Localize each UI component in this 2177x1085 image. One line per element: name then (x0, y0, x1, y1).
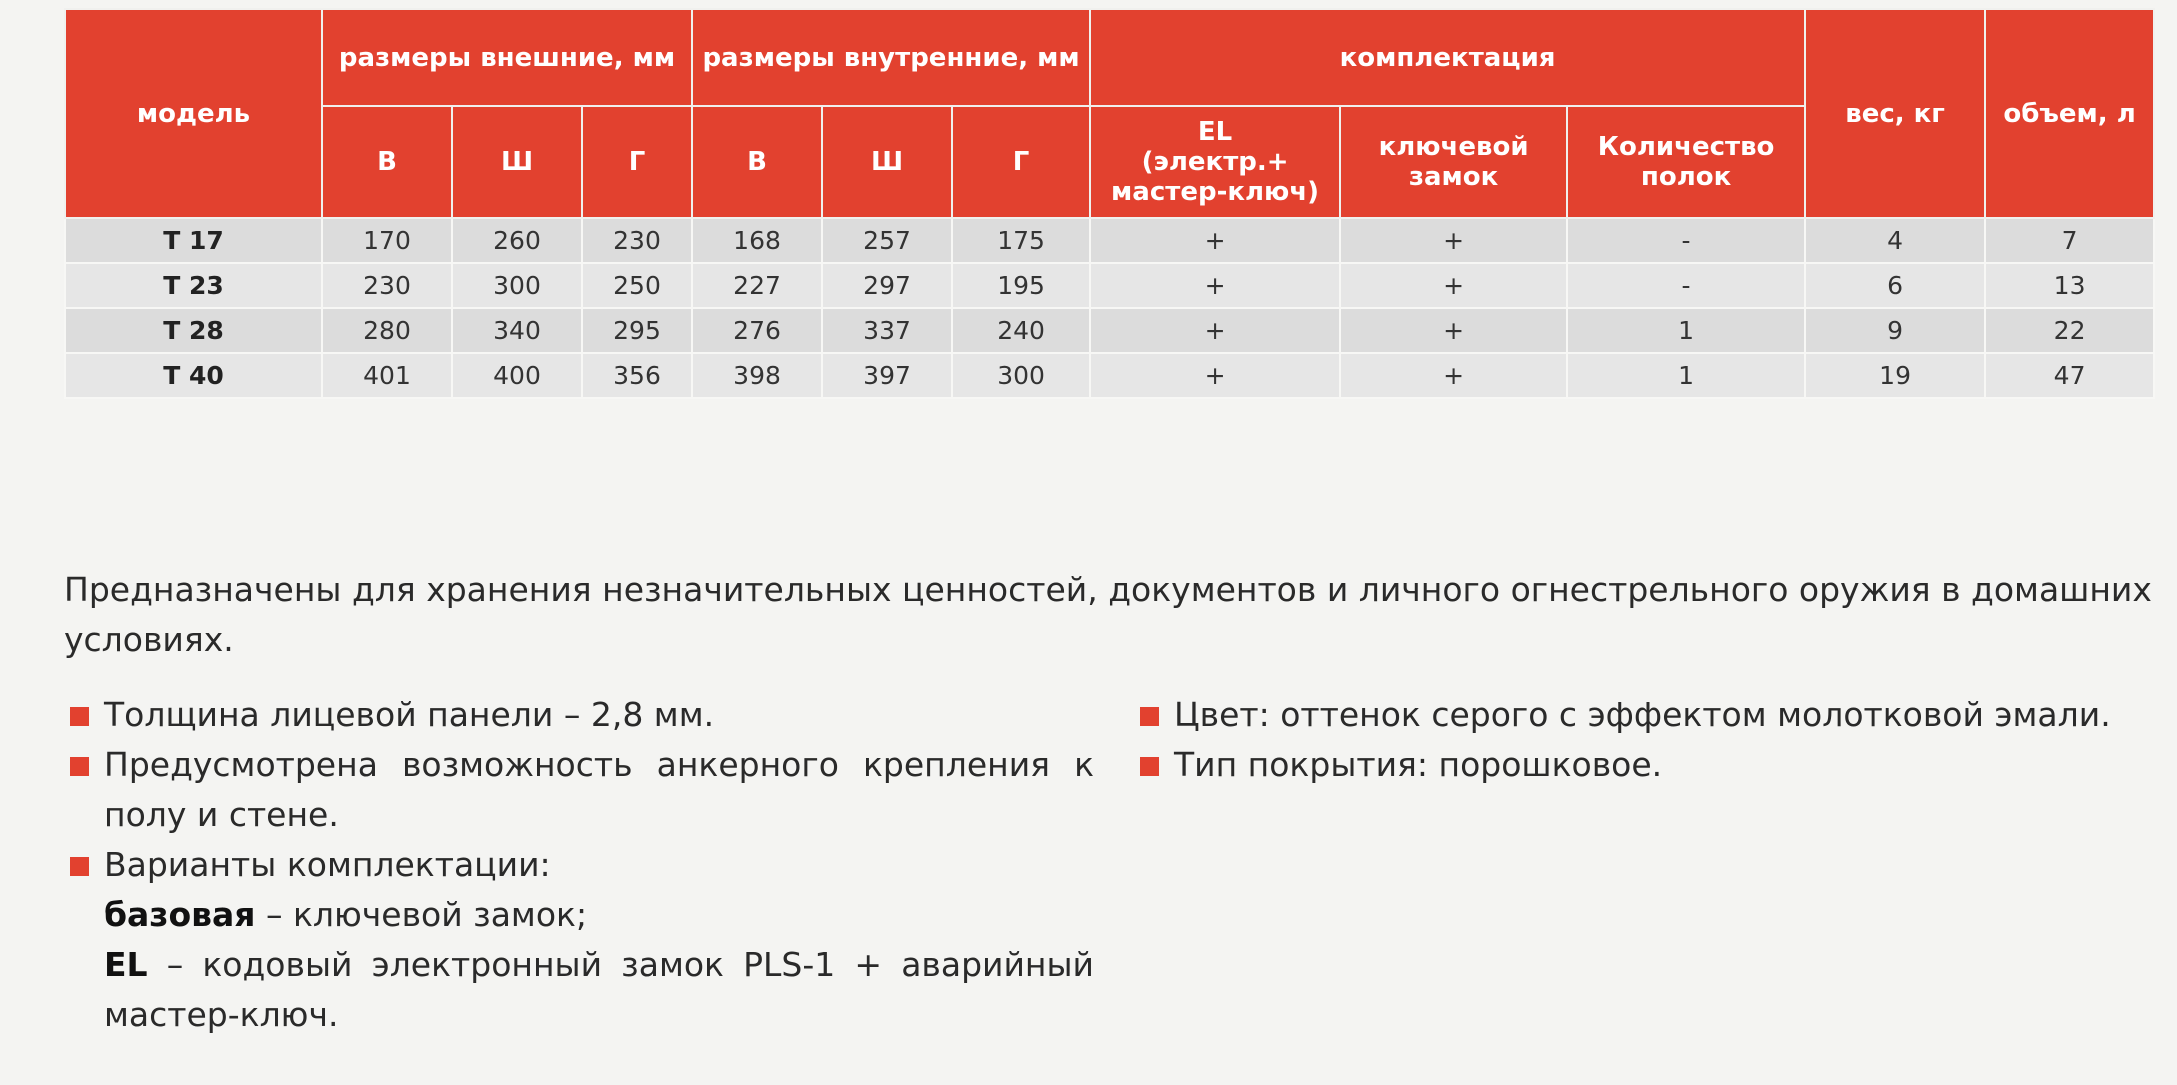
cell: 337 (822, 308, 952, 353)
feature-coating (1134, 740, 2154, 790)
cell: 240 (952, 308, 1090, 353)
config-base-desc: – ключевой замок; (255, 895, 588, 934)
cell: 276 (692, 308, 822, 353)
bullet-square-icon (70, 707, 89, 726)
cell: 1 (1567, 308, 1805, 353)
feature-text: Предусмотрена возможность анкерного крепления к полу и стене. (104, 745, 1094, 834)
table-row (65, 218, 2154, 263)
header-inner-depth: Г (952, 106, 1090, 218)
header-model: модель (65, 9, 322, 218)
header-configuration: комплектация (1090, 9, 1805, 106)
bullet-square-icon (70, 757, 89, 776)
header-outer-dimensions: размеры внешние, мм (322, 9, 692, 106)
feature-text: Толщина лицевой панели – 2,8 мм. (104, 695, 715, 734)
cell: 300 (952, 353, 1090, 398)
header-inner-dimensions: размеры внутренние, мм (692, 9, 1090, 106)
cell: 7 (1985, 218, 2154, 263)
feature-color (1134, 690, 2154, 740)
header-key-line1: ключевой (1378, 132, 1529, 162)
cell: 13 (1985, 263, 2154, 308)
cell: 19 (1805, 353, 1985, 398)
feature-text: Тип покрытия: порошковое. (1174, 745, 1663, 784)
header-key-lock (1340, 106, 1567, 218)
config-base (64, 890, 1094, 940)
cell: + (1090, 218, 1340, 263)
header-el (1090, 106, 1340, 218)
cell: + (1340, 263, 1567, 308)
header-el-line1: EL (1197, 117, 1233, 147)
cell: 401 (322, 353, 452, 398)
cell: 297 (822, 263, 952, 308)
cell: 230 (322, 263, 452, 308)
feature-anchoring (64, 740, 1094, 840)
header-outer-depth: Г (582, 106, 692, 218)
header-shelves (1567, 106, 1805, 218)
cell: 6 (1805, 263, 1985, 308)
feature-text: Варианты комплектации: (104, 845, 551, 884)
cell: + (1090, 353, 1340, 398)
cell: 22 (1985, 308, 2154, 353)
cell: 398 (692, 353, 822, 398)
cell-model: T 28 (65, 308, 322, 353)
header-weight: вес, кг (1805, 9, 1985, 218)
cell: 356 (582, 353, 692, 398)
cell: 400 (452, 353, 582, 398)
feature-text: Цвет: оттенок серого с эффектом молотковой эмали. (1174, 695, 2111, 734)
cell: 9 (1805, 308, 1985, 353)
cell: 47 (1985, 353, 2154, 398)
cell-model: T 40 (65, 353, 322, 398)
bullet-square-icon (1140, 757, 1159, 776)
header-outer-width: Ш (452, 106, 582, 218)
cell: 257 (822, 218, 952, 263)
cell: + (1090, 308, 1340, 353)
table-row (65, 308, 2154, 353)
cell: + (1340, 218, 1567, 263)
table-row (65, 353, 2154, 398)
cell-model: T 23 (65, 263, 322, 308)
features-right-column (1134, 690, 2154, 790)
cell: 230 (582, 218, 692, 263)
cell: 1 (1567, 353, 1805, 398)
bullet-square-icon (70, 857, 89, 876)
cell: + (1090, 263, 1340, 308)
config-el (64, 940, 1094, 1040)
feature-configurations (64, 840, 1094, 890)
cell: + (1340, 308, 1567, 353)
header-outer-height: В (322, 106, 452, 218)
cell: + (1340, 353, 1567, 398)
header-el-line3: мастер-ключ) (1111, 177, 1320, 207)
feature-panel-thickness (64, 690, 1094, 740)
cell: 397 (822, 353, 952, 398)
header-key-line2: замок (1408, 162, 1499, 192)
header-el-line2: (электр.+ (1141, 147, 1289, 177)
cell: - (1567, 263, 1805, 308)
cell: 175 (952, 218, 1090, 263)
cell-model: T 17 (65, 218, 322, 263)
table-row (65, 263, 2154, 308)
cell: 300 (452, 263, 582, 308)
cell: 260 (452, 218, 582, 263)
cell: 227 (692, 263, 822, 308)
header-inner-width: Ш (822, 106, 952, 218)
cell: 280 (322, 308, 452, 353)
cell: 195 (952, 263, 1090, 308)
bullet-square-icon (1140, 707, 1159, 726)
config-base-label: базовая (104, 895, 256, 934)
cell: 250 (582, 263, 692, 308)
header-inner-height: В (692, 106, 822, 218)
cell: 340 (452, 308, 582, 353)
intro-paragraph: Предназначены для хранения незначительных ценностей, документов и личного огнестрельного оружия в домашних условиях. (64, 570, 2152, 659)
header-volume: объем, л (1985, 9, 2154, 218)
features-left-column (64, 690, 1094, 1040)
cell: 170 (322, 218, 452, 263)
cell: - (1567, 218, 1805, 263)
cell: 295 (582, 308, 692, 353)
header-shelves-line2: полок (1640, 162, 1732, 192)
header-shelves-line1: Количество (1597, 132, 1775, 162)
specs-table (64, 8, 2155, 399)
cell: 4 (1805, 218, 1985, 263)
config-el-desc: – кодовый электронный замок PLS-1 + аварийный мастер-ключ. (104, 945, 1094, 1034)
cell: 168 (692, 218, 822, 263)
config-el-label: EL (104, 945, 148, 984)
